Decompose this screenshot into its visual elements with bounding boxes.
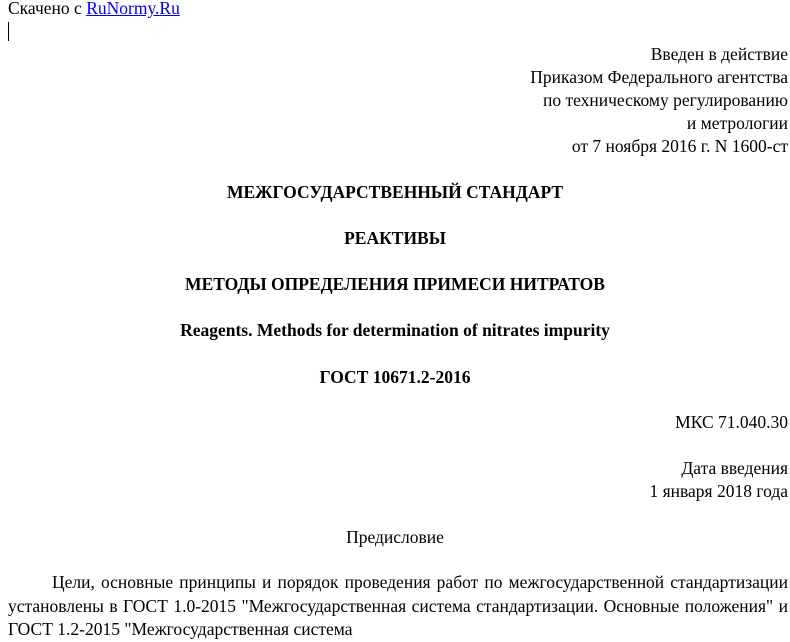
enactment-line-2: Приказом Федерального агентства	[530, 67, 788, 87]
source-prefix: Скачено с	[8, 0, 87, 18]
enactment-line-1: Введен в действие	[650, 44, 788, 64]
standard-type-heading: МЕЖГОСУДАРСТВЕННЫЙ СТАНДАРТ	[226, 182, 564, 202]
intro-date-value: 1 января 2018 года	[649, 481, 788, 501]
text-cursor	[8, 22, 9, 41]
title-ru-2: МЕТОДЫ ОПРЕДЕЛЕНИЯ ПРИМЕСИ НИТРАТОВ	[185, 274, 605, 294]
enactment-line-3: по техническому регулированию	[542, 90, 788, 110]
mks-code: МКС 71.040.30	[675, 412, 788, 432]
standard-code: ГОСТ 10671.2-2016	[319, 367, 471, 387]
enactment-line-5: от 7 ноября 2016 г. N 1600-ст	[571, 136, 788, 156]
enactment-line-4: и метрологии	[686, 113, 788, 133]
title-ru-1: РЕАКТИВЫ	[344, 228, 446, 248]
preface-paragraph: Цели, основные принципы и порядок проведения работ по межгосударственной стандартизации установлены в ГОСТ 1.0-2015 "Межгосударственная система стандартизации. Основные положения" и ГОСТ 1.2-2015 "Межгосударственная система	[8, 572, 788, 639]
title-en: Reagents. Methods for determination of nitrates impurity	[180, 320, 610, 340]
preface-title: Предисловие	[346, 527, 444, 547]
intro-date-label: Дата введения	[681, 458, 788, 478]
source-line	[8, 0, 180, 20]
source-link[interactable]: RuNormy.Ru	[86, 0, 180, 18]
